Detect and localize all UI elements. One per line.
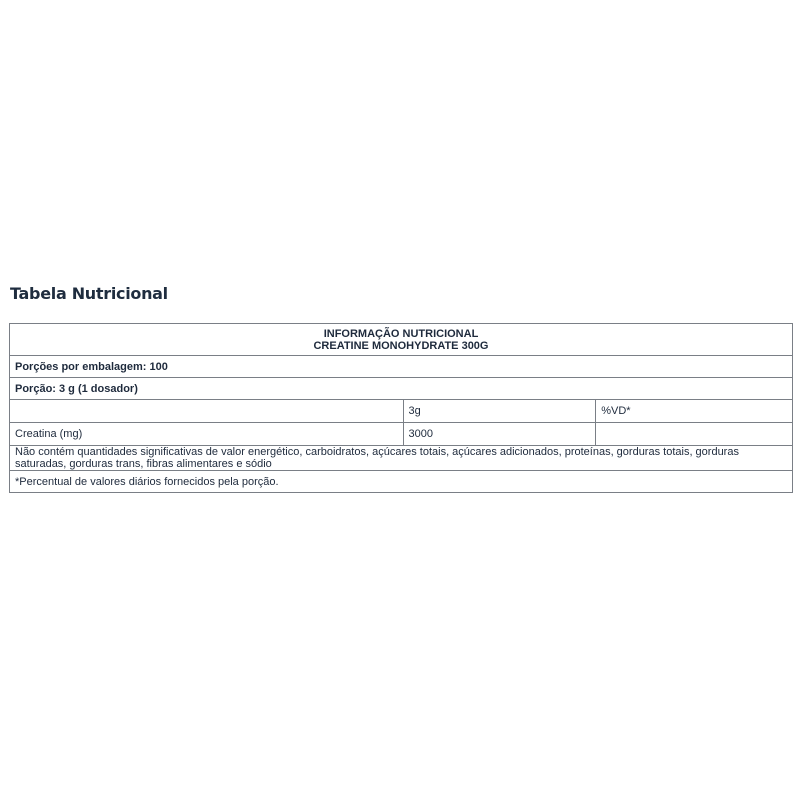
- footnote-row: [10, 471, 793, 493]
- column-header-amount: 3g: [403, 400, 596, 423]
- table-header-row: [10, 324, 793, 356]
- column-header-daily-value: %VD*: [596, 400, 793, 423]
- not-significant-note: Não contém quantidades significativas de valor energético, carboidratos, açúcares totais, açúcares adicionados, proteínas, gorduras totais, gorduras saturadas, gorduras trans, fibras alimentares e sódio: [10, 446, 793, 471]
- nutrient-amount: 3000: [403, 423, 596, 446]
- nutrient-daily-value: [596, 423, 793, 446]
- table-header-title: INFORMAÇÃO NUTRICIONAL: [323, 327, 479, 340]
- serving-size-row: [10, 378, 793, 400]
- not-significant-row: [10, 446, 793, 471]
- column-header-nutrient: [10, 400, 404, 423]
- nutrition-facts-table: [9, 323, 793, 493]
- serving-size: Porção: 3 g (1 dosador): [10, 378, 793, 400]
- table-row: [10, 423, 793, 446]
- nutrient-name: Creatina (mg): [10, 423, 404, 446]
- page-title: Tabela Nutricional: [10, 284, 168, 303]
- servings-row: [10, 356, 793, 378]
- table-header-cell: [10, 324, 793, 356]
- servings-per-package: Porções por embalagem: 100: [10, 356, 793, 378]
- table-header-product: CREATINE MONOHYDRATE 300G: [313, 339, 489, 352]
- column-header-row: [10, 400, 793, 423]
- daily-value-footnote: *Percentual de valores diários fornecidos pela porção.: [10, 471, 793, 493]
